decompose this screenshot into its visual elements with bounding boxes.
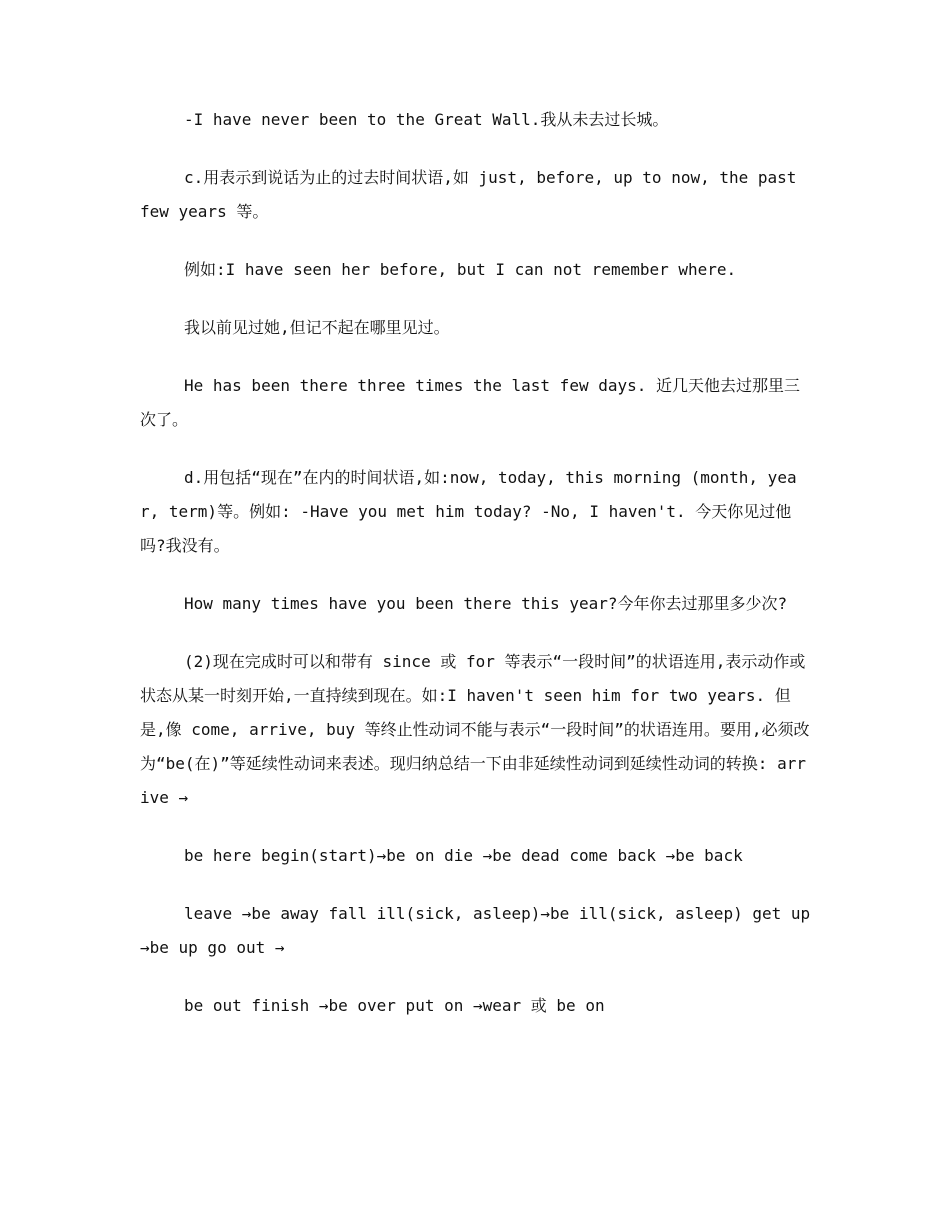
paragraph-conversion-1: be here begin(start)→be on die →be dead come back →be back [184, 846, 743, 865]
paragraph-conversion-3: be out finish →be over put on →wear 或 be on [184, 996, 605, 1015]
paragraph-example-three-times: He has been there three times the last few days. 近几天他去过那里三次了。 [140, 376, 801, 429]
paragraph-rule-c: c.用表示到说话为止的过去时间状语,如 just, before, up to now, the past few years 等。 [140, 168, 797, 221]
paragraph-conversion-2: leave →be away fall ill(sick, asleep)→be ill(sick, asleep) get up →be up go out → [140, 904, 811, 957]
paragraph-translation-seen-her: 我以前见过她,但记不起在哪里见过。 [184, 318, 450, 337]
paragraph-example-how-many-times: How many times have you been there this year?今年你去过那里多少次? [184, 594, 788, 613]
paragraph-rule-d: d.用包括“现在”在内的时间状语,如:now, today, this morning (month, year, term)等。例如: -Have you met him today? -No, I haven't. 今天你见过他吗?我没有。 [140, 468, 797, 555]
paragraph-example-seen-her: 例如:I have seen her before, but I can not remember where. [184, 260, 737, 279]
paragraph-great-wall-example: -I have never been to the Great Wall.我从未去过长城。 [184, 110, 669, 129]
document-body [140, 103, 812, 1047]
paragraph-rule-2: (2)现在完成时可以和带有 since 或 for 等表示“一段时间”的状语连用,表示动作或状态从某一时刻开始,一直持续到现在。如:I haven't seen him for two years. 但是,像 come, arrive, buy 等终止性动词不能与表示“一段时间”的状语连用。要用,必须改为“be(在)”等延续性动词来表述。现归纳总结一下由非延续性动词到延续性动词的转换: arrive → [140, 652, 810, 807]
